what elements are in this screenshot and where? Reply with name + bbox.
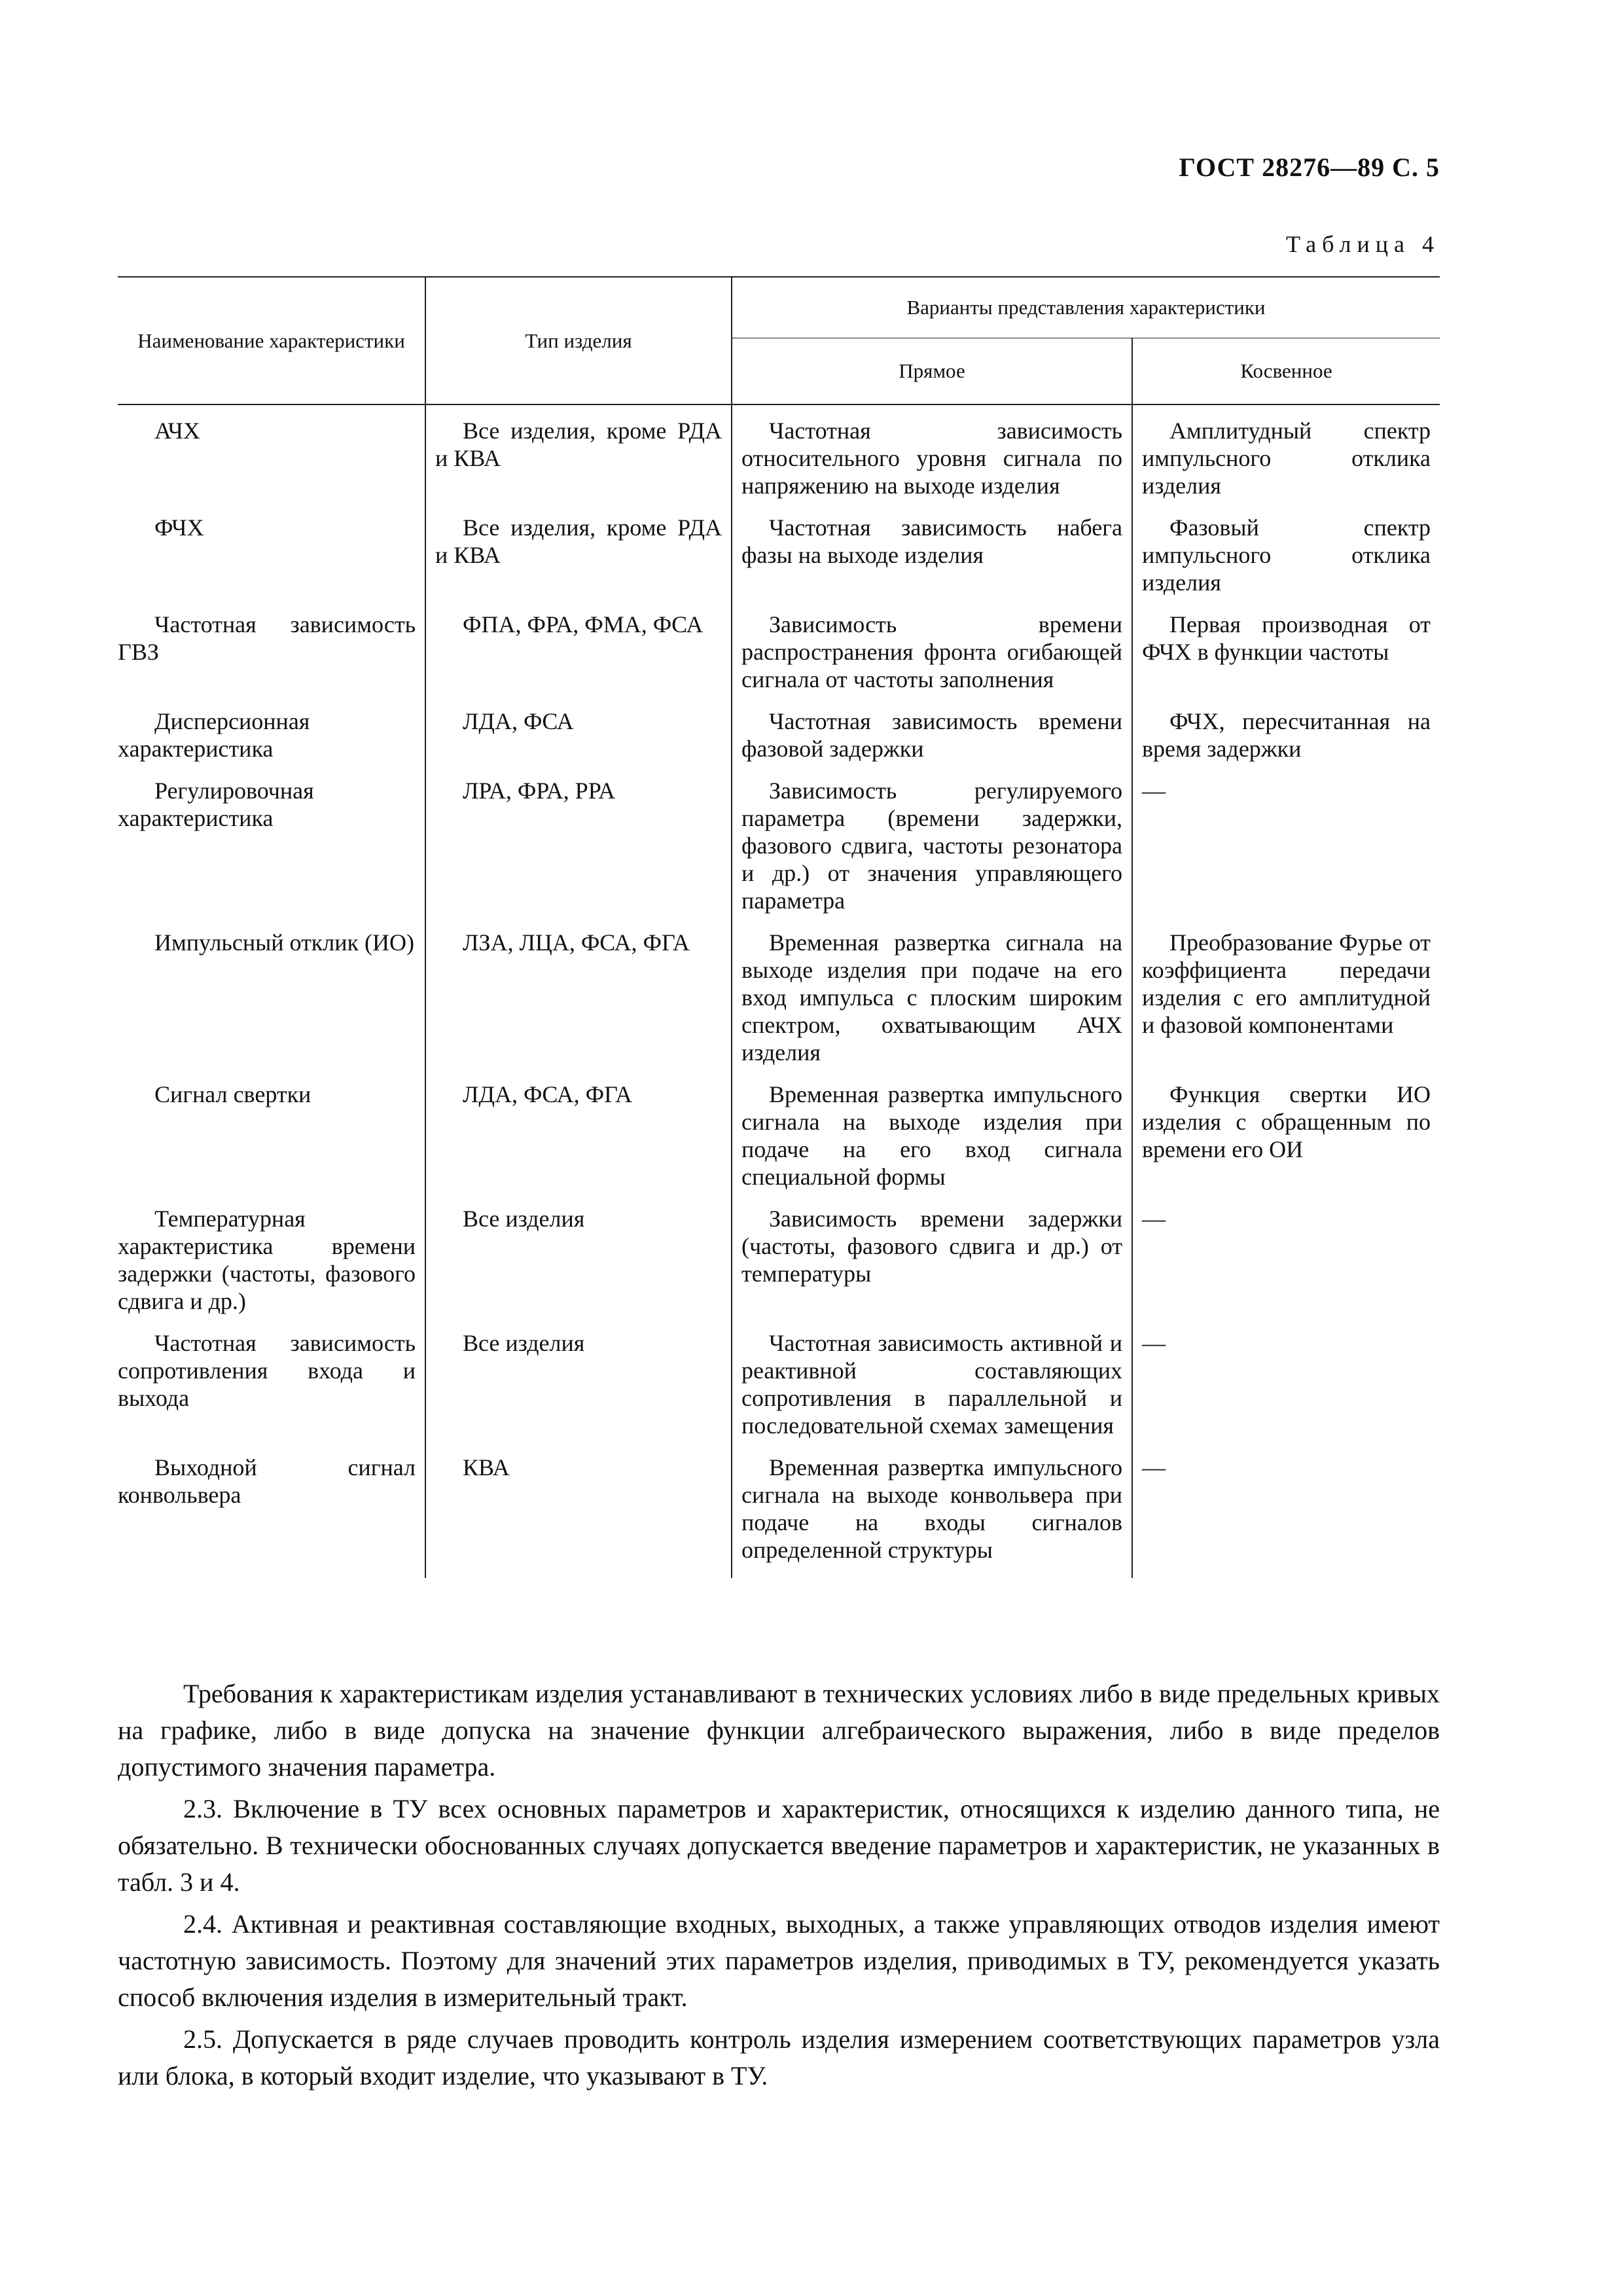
row-direct: Зависимость времени распространения фронта огибающей сигнала от частоты заполнения [732, 611, 1132, 708]
row-name: Частотная зависимость ГВЗ [118, 611, 416, 665]
row-name: Сигнал свертки [154, 1081, 312, 1107]
body-text [118, 1676, 1440, 2100]
row-indirect: Амплитудный спектр импульсного отклика изделия [1132, 404, 1440, 514]
row-name: ФЧХ [154, 514, 204, 541]
row-direct: Зависимость регулируемого параметра (времени задержки, фазового сдвига, частоты резонатора и др.) от значения управляющего параметра [732, 777, 1132, 929]
header-name: Наименование характеристики [118, 277, 425, 404]
page-header: ГОСТ 28276—89 С. 5 [1179, 152, 1440, 182]
row-direct: Временная развертка импульсного сигнала на выходе изделия при подаче на его вход сигнала специальной формы [732, 1081, 1132, 1205]
row-indirect: — [1132, 777, 1440, 929]
row-direct: Частотная зависимость времени фазовой задержки [732, 708, 1132, 777]
row-type: ЛДА, ФСА [425, 708, 732, 777]
header-direct: Прямое [732, 338, 1132, 405]
table-row [118, 404, 1440, 514]
row-indirect: — [1132, 1205, 1440, 1329]
row-type: Все изделия [425, 1329, 732, 1454]
row-type: Все изделия [425, 1205, 732, 1329]
row-indirect: Преобразование Фурье от коэффициента передачи изделия с его амплитудной и фазовой компонентами [1132, 929, 1440, 1081]
row-type: ЛЗА, ЛЦА, ФСА, ФГА [425, 929, 732, 1081]
table-row [118, 1454, 1440, 1578]
header-variants: Варианты представления характеристики [732, 277, 1440, 338]
row-type: ЛРА, ФРА, РРА [425, 777, 732, 929]
header-type: Тип изделия [425, 277, 732, 404]
row-type: ЛДА, ФСА, ФГА [425, 1081, 732, 1205]
row-indirect: Фазовый спектр импульсного отклика изделия [1132, 514, 1440, 611]
row-type: Все изделия, кроме РДА и КВА [425, 514, 732, 611]
table-row [118, 1329, 1440, 1454]
row-name: АЧХ [154, 418, 200, 444]
table-row [118, 1081, 1440, 1205]
characteristics-table [118, 276, 1440, 1578]
row-name: Температурная характеристика времени задержки (частоты, фазового сдвига и др.) [118, 1206, 416, 1314]
row-direct: Частотная зависимость относительного уровня сигнала по напряжению на выходе изделия [732, 404, 1132, 514]
table-row [118, 1205, 1440, 1329]
table-caption: Таблица 4 [1286, 231, 1440, 257]
row-name: Частотная зависимость сопротивления входа и выхода [118, 1330, 416, 1411]
table-row [118, 514, 1440, 611]
table-row [118, 708, 1440, 777]
row-direct: Временная развертка сигнала на выходе изделия при подаче на его вход импульса с плоским широким спектром, охватывающим АЧХ изделия [732, 929, 1132, 1081]
row-direct: Зависимость времени задержки (частоты, фазового сдвига и др.) от температуры [732, 1205, 1132, 1329]
table-row [118, 929, 1440, 1081]
paragraph: Требования к характеристикам изделия устанавливают в технических условиях либо в виде предельных кривых на графике, либо в виде допуска на значение функции алгебраического выражения, либо в виде пределов допустимого значения параметра. [118, 1679, 1440, 1782]
row-name: Дисперсионная характеристика [118, 708, 310, 762]
table-row [118, 777, 1440, 929]
row-indirect: — [1132, 1454, 1440, 1578]
row-indirect: Первая производная от ФЧХ в функции частоты [1132, 611, 1440, 708]
row-type: Все изделия, кроме РДА и КВА [425, 404, 732, 514]
paragraph-2-3: 2.3. Включение в ТУ всех основных параметров и характеристик, относящихся к изделию данного типа, не обязательно. В технически обоснованных случаях допускается введение параметров и характеристик, не указанных в табл. 3 и 4. [118, 1794, 1440, 1897]
row-name: Импульсный отклик (ИО) [154, 929, 414, 956]
row-direct: Частотная зависимость набега фазы на выходе изделия [732, 514, 1132, 611]
row-name: Регулировочная характеристика [118, 778, 314, 831]
row-indirect: Функция свертки ИО изделия с обращенным по времени его ОИ [1132, 1081, 1440, 1205]
row-indirect: — [1132, 1329, 1440, 1454]
table-row [118, 611, 1440, 708]
header-indirect: Косвенное [1132, 338, 1440, 405]
row-type: ФПА, ФРА, ФМА, ФСА [425, 611, 732, 708]
row-type: КВА [425, 1454, 732, 1578]
row-indirect: ФЧХ, пересчитанная на время задержки [1132, 708, 1440, 777]
paragraph-2-5: 2.5. Допускается в ряде случаев проводить контроль изделия измерением соответствующих параметров узла или блока, в который входит изделие, что указывают в ТУ. [118, 2024, 1440, 2090]
paragraph-2-4: 2.4. Активная и реактивная составляющие входных, выходных, а также управляющих отводов изделия имеют частотную зависимость. Поэтому для значений этих параметров изделия, приводимых в ТУ, рекомендуется указать способ включения изделия в измерительный тракт. [118, 1909, 1440, 2012]
row-direct: Временная развертка импульсного сигнала на выходе конвольвера при подаче на входы сигналов определенной структуры [732, 1454, 1132, 1578]
row-name: Выходной сигнал конвольвера [118, 1454, 416, 1508]
row-direct: Частотная зависимость активной и реактивной составляющих сопротивления в параллельной и последовательной схемах замещения [732, 1329, 1132, 1454]
